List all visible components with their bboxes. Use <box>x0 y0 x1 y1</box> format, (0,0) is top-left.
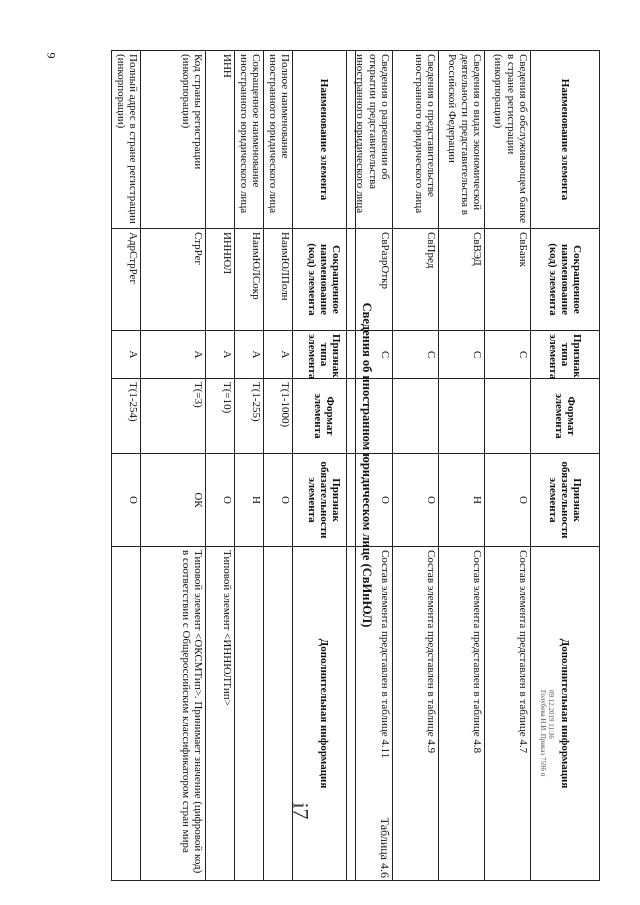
cell-info: Состав элемента представлен в таблице 4.8 <box>439 547 485 881</box>
cell-info <box>112 547 141 881</box>
cell-code: НаимЮЛПолн <box>264 229 293 331</box>
page-number: 9 <box>44 52 59 59</box>
cell-type: А <box>141 331 206 379</box>
cell-info: Состав элемента представлен в таблице 4.7 <box>485 547 531 881</box>
header-element-code: Сокращенное наименование (код) элемента <box>293 229 356 331</box>
cell-required: О <box>393 454 439 547</box>
stamp-line: 09.12.2019 11:36 <box>547 690 555 739</box>
table-number-label: Таблица 4.6 <box>378 817 392 878</box>
cell-info: Типовой элемент <ОКСМТип>. Принимает значение (цифровой код) в соответствии с Общероссийским классификатором стран мира <box>141 547 206 881</box>
cell-type: А <box>235 331 264 379</box>
cell-required: О <box>264 454 293 547</box>
cell-info <box>264 547 293 881</box>
header-additional-info: Дополнительная информация <box>293 547 356 881</box>
cell-name: Сведения о разрешении об открытии представительства иностранного юридического лица <box>347 51 393 229</box>
cell-info: Состав элемента представлен в таблице 4.11 <box>347 547 393 881</box>
cell-format: T(1-254) <box>112 379 141 454</box>
header-element-required: Признак обязательности элемента <box>293 454 356 547</box>
cell-required: ОК <box>141 454 206 547</box>
cell-name: Полный адрес в стране регистрации (инкорпорации) <box>112 51 141 229</box>
cell-name: Полное наименование иностранного юридического лица <box>264 51 293 229</box>
cell-required: Н <box>439 454 485 547</box>
header-element-name: Наименование элемента <box>293 51 356 229</box>
cell-name: Сведения о видах экономической деятельности представительства в Российской Федерации <box>439 51 485 229</box>
header-element-format: Формат элемента <box>531 379 600 454</box>
header-element-type: Признак типа элемента <box>293 331 356 379</box>
cell-format: T(=3) <box>141 379 206 454</box>
cell-type: С <box>439 331 485 379</box>
cell-required: О <box>112 454 141 547</box>
header-element-code: Сокращенное наименование (код) элемента <box>531 229 600 331</box>
table-row <box>206 51 235 881</box>
table-header-row <box>293 51 356 881</box>
cell-info: Типовой элемент <ИННЮЛТип> <box>206 547 235 881</box>
cell-format: T(1-255) <box>235 379 264 454</box>
cell-name: Сокращенное наименование иностранного юридического лица <box>235 51 264 229</box>
cell-code: ИННЮЛ <box>206 229 235 331</box>
cell-code: СвБанк <box>485 229 531 331</box>
cell-required: О <box>347 454 393 547</box>
cell-name: ИНН <box>206 51 235 229</box>
cell-format <box>439 379 485 454</box>
cell-code: СвПред <box>393 229 439 331</box>
table-row <box>439 51 485 881</box>
cell-info <box>235 547 264 881</box>
handwritten-mark: i7 <box>288 802 314 820</box>
header-element-type: Признак типа элемента <box>531 331 600 379</box>
cell-format: T(=10) <box>206 379 235 454</box>
table-row <box>235 51 264 881</box>
table-row <box>485 51 531 881</box>
cell-type: С <box>485 331 531 379</box>
cell-code: СвВЭД <box>439 229 485 331</box>
table-row <box>141 51 206 881</box>
cell-name: Код страны регистрации (инкорпорации) <box>141 51 206 229</box>
cell-format: T(1-1000) <box>264 379 293 454</box>
cell-info: Состав элемента представлен в таблице 4.9 <box>393 547 439 881</box>
cell-required: Н <box>235 454 264 547</box>
header-element-format: Формат элемента <box>293 379 356 454</box>
rotated-page-content <box>40 50 600 880</box>
registration-stamp <box>538 690 555 776</box>
cell-code: СвРазрОткр <box>347 229 393 331</box>
cell-name: Сведения об обслуживающем банке в стране регистрации (инкорпорации) <box>485 51 531 229</box>
table-caption: Сведения об иностранном юридическом лице (СвИнЮЛ) <box>360 302 374 628</box>
table-row <box>393 51 439 881</box>
cell-name: Сведения о представительстве иностранного юридического лица <box>393 51 439 229</box>
cell-required: О <box>206 454 235 547</box>
cell-required: О <box>485 454 531 547</box>
cell-type: С <box>393 331 439 379</box>
foreign-entity-table <box>111 50 356 881</box>
table-row <box>264 51 293 881</box>
cell-format <box>485 379 531 454</box>
cell-code: АдрСтрРег <box>112 229 141 331</box>
cell-format <box>393 379 439 454</box>
elements-table-continued <box>346 50 600 881</box>
header-additional-info: Дополнительная информация <box>531 547 600 881</box>
header-element-required: Признак обязательности элемента <box>531 454 600 547</box>
header-element-name: Наименование элемента <box>531 51 600 229</box>
stamp-line: Голубева Н.И. Приказ 7596 п <box>538 690 547 777</box>
cell-code: СтрРег <box>141 229 206 331</box>
cell-type: А <box>264 331 293 379</box>
cell-type: С <box>347 331 393 379</box>
cell-type: А <box>206 331 235 379</box>
cell-type: А <box>112 331 141 379</box>
table-row <box>112 51 141 881</box>
cell-code: НаимЮЛСокр <box>235 229 264 331</box>
